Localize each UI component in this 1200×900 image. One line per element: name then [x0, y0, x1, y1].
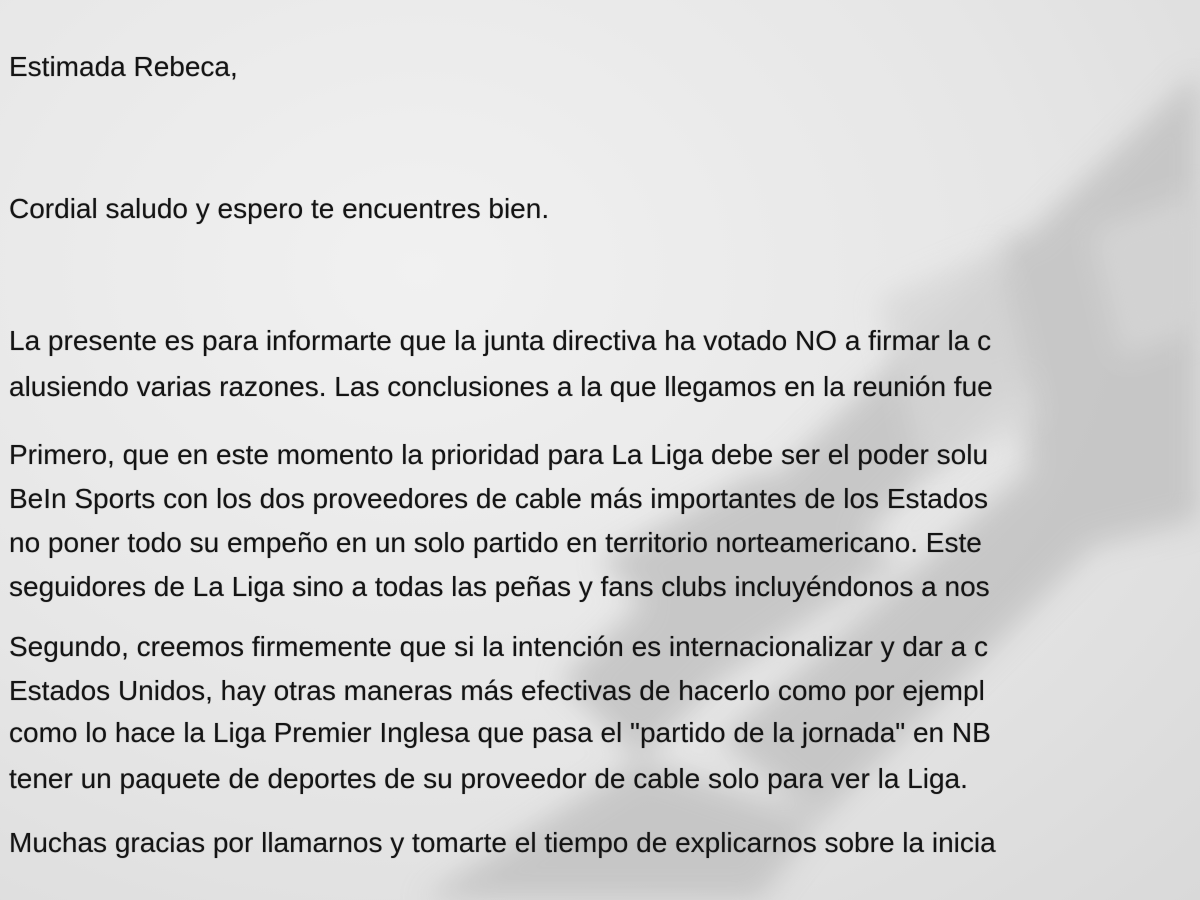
paragraph-3-line-3: como lo hace la Liga Premier Inglesa que pasa el "partido de la jornada" en NB: [9, 717, 991, 748]
paragraph-2-line-3: no poner todo su empeño en un solo partido en territorio norteamericano. Este: [9, 527, 982, 558]
paragraph-4-line-1: Muchas gracias por llamarnos y tomarte el tiempo de explicarnos sobre la inicia: [9, 827, 996, 858]
paragraph-2-line-4: seguidores de La Liga sino a todas las peñas y fans clubs incluyéndonos a nos: [9, 571, 990, 602]
paragraph-3-line-1: Segundo, creemos firmemente que si la intención es internacionalizar y dar a c: [9, 631, 988, 662]
greeting-line: Cordial saludo y espero te encuentres bien.: [9, 193, 550, 224]
paragraph-3-line-4: tener un paquete de deportes de su proveedor de cable solo para ver la Liga.: [9, 763, 968, 794]
paragraph-2-line-1: Primero, que en este momento la prioridad para La Liga debe ser el poder solu: [9, 439, 989, 470]
paragraph-1-line-2: alusiendo varias razones. Las conclusiones a la que llegamos en la reunión fue: [9, 371, 993, 402]
paragraph-2-line-2: BeIn Sports con los dos proveedores de cable más importantes de los Estados: [9, 483, 988, 514]
paragraph-3-line-2: Estados Unidos, hay otras maneras más efectivas de hacerlo como por ejempl: [9, 675, 985, 706]
salutation: Estimada Rebeca,: [9, 51, 238, 82]
paragraph-1-line-1: La presente es para informarte que la junta directiva ha votado NO a firmar la c: [9, 325, 992, 356]
